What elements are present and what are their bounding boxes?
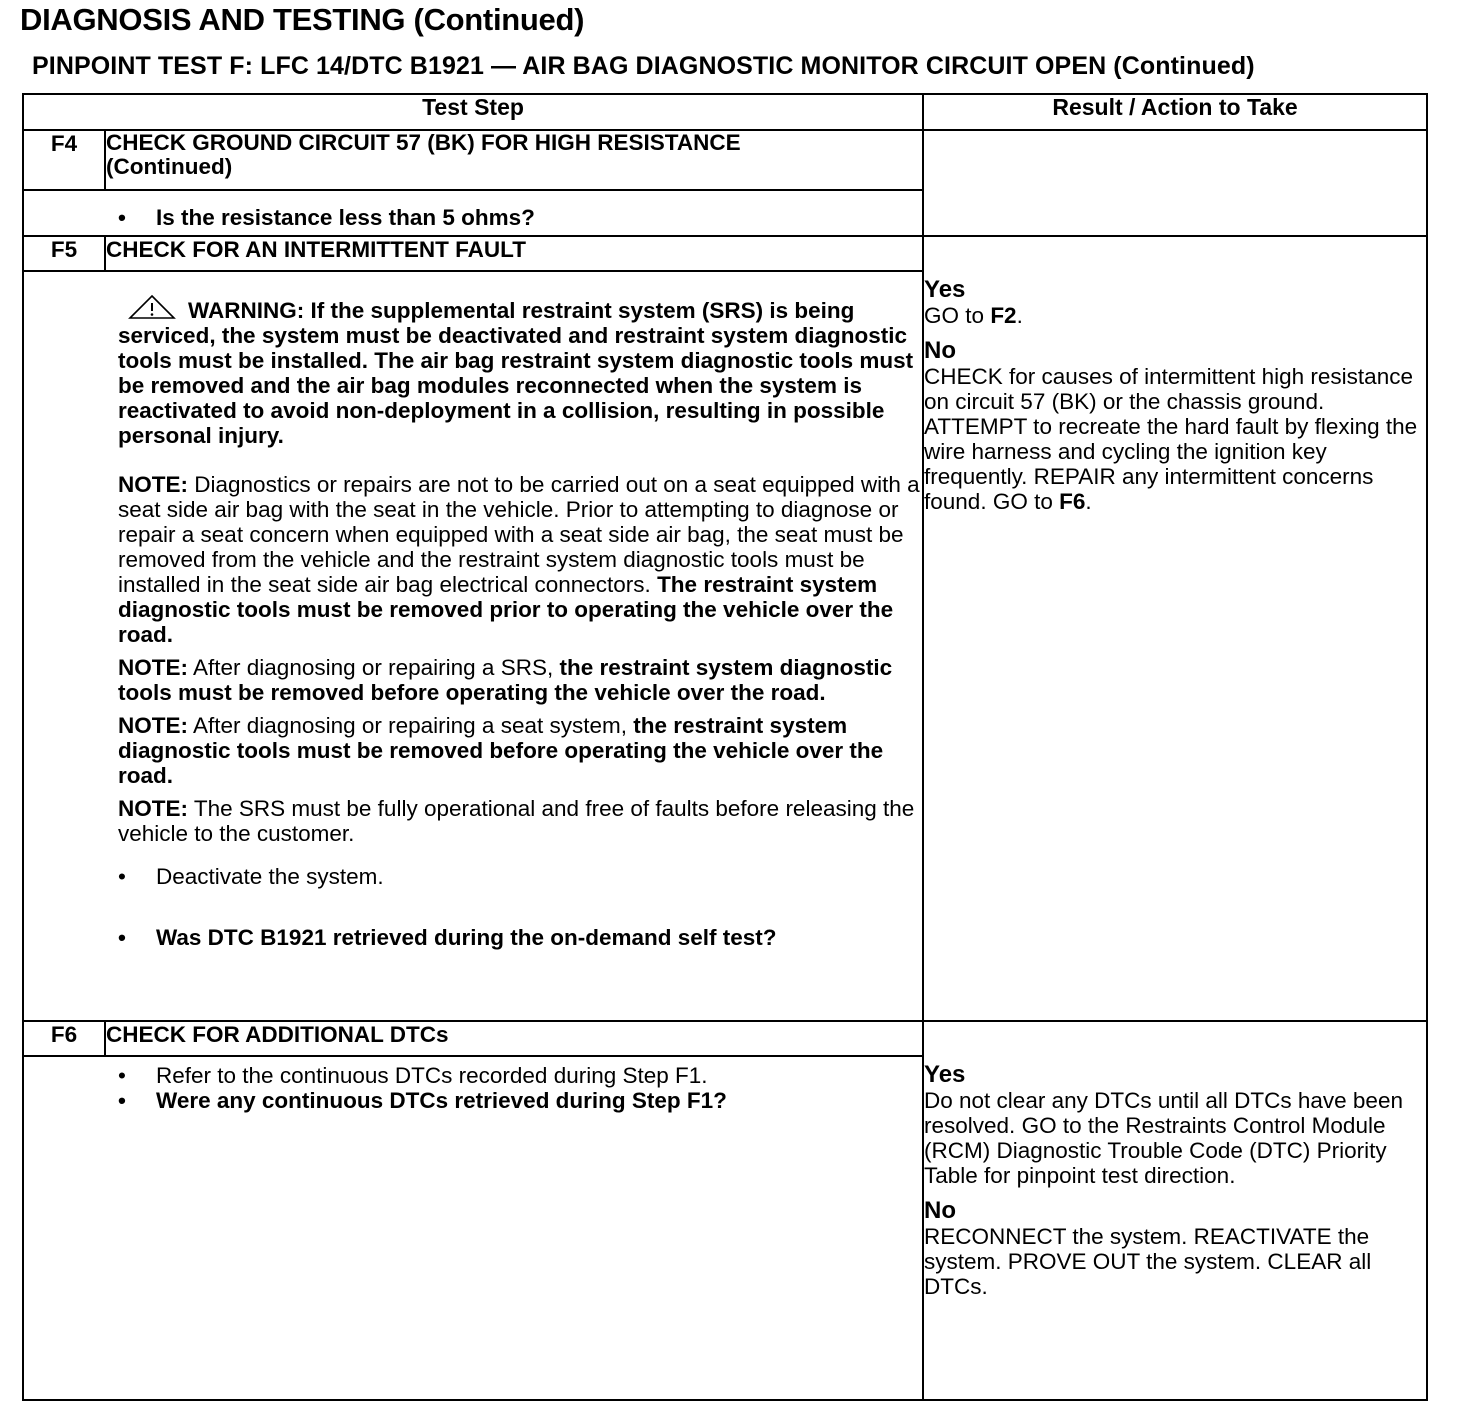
f6-bullet-refer: • Refer to the continuous DTCs recorded during Step F1. (118, 1063, 922, 1088)
f5-note-3: NOTE: After diagnosing or repairing a seat system, the restraint system diagnostic tools must be removed before operating the vehicle over the road. (118, 713, 884, 788)
f6-yes-label: Yes (924, 1061, 966, 1088)
f5-yes-label: Yes (924, 276, 966, 303)
f5-yes-action: GO to F2. (924, 303, 1023, 328)
step-f5-body (23, 271, 923, 1021)
table-header-row (23, 94, 1427, 130)
f5-note-2: NOTE: After diagnosing or repairing a SRS, the restraint system diagnostic tools must be removed before operating the vehicle over the road. (118, 655, 893, 705)
f5-note-1: NOTE: Diagnostics or repairs are not to be carried out on a seat equipped with a seat side air bag with the seat in the vehicle. Prior to attempting to diagnose or repair a seat concern when equipped with a seat side air bag, the seat must be removed from the vehicle and the restraint system diagnostic tools must be installed in the seat side air bag electrical connectors. The restraint system diagnostic tools must be removed prior to operating the vehicle over the road. (118, 472, 920, 647)
step-f5-header-row (23, 236, 1427, 271)
f5-no-action: CHECK for causes of intermittent high resistance on circuit 57 (BK) or the chassis ground. ATTEMPT to recreate the hard fault by flexing the wire harness and cycling the ignition key frequently. REPAIR any intermittent concerns found. GO to F6. (924, 364, 1418, 514)
f5-warning (118, 294, 922, 448)
step-f4-header-row (23, 130, 1427, 190)
f5-bullet-dtc-question: • Was DTC B1921 retrieved during the on-demand self test? (118, 925, 922, 950)
pinpoint-test-table (22, 93, 1428, 1401)
f6-no-label: No (924, 1197, 957, 1224)
step-f4-body (23, 190, 923, 236)
warning-triangle-icon (126, 294, 178, 320)
step-title-f6: CHECK FOR ADDITIONAL DTCs (105, 1021, 923, 1056)
step-f6-header-row (23, 1021, 1427, 1056)
f6-no-action: RECONNECT the system. REACTIVATE the system. PROVE OUT the system. CLEAR all DTCs. (924, 1224, 1372, 1299)
page-title: DIAGNOSIS AND TESTING (Continued) (20, 2, 585, 37)
step-f6-body (23, 1056, 923, 1400)
f4-bullet-resistance-question: • Is the resistance less than 5 ohms? (118, 205, 922, 230)
step-id-f5: F5 (23, 236, 105, 271)
step-f6-result-cell (923, 1021, 1427, 1400)
step-id-f6: F6 (23, 1021, 105, 1056)
f5-bullet-deactivate: • Deactivate the system. (118, 864, 922, 889)
f5-no-step-ref: F6 (1059, 489, 1086, 514)
step-id-f4: F4 (23, 130, 105, 190)
f5-no-label: No (924, 337, 957, 364)
step-title-f5: CHECK FOR AN INTERMITTENT FAULT (105, 236, 923, 271)
page-subtitle: PINPOINT TEST F: LFC 14/DTC B1921 — AIR BAG DIAGNOSTIC MONITOR CIRCUIT OPEN (Continued) (32, 52, 1255, 80)
step-title-f4: CHECK GROUND CIRCUIT 57 (BK) FOR HIGH RESISTANCE (Continued) (105, 130, 923, 190)
f5-warning-text: WARNING: If the supplemental restraint system (SRS) is being serviced, the system must be deactivated and restraint system diagnostic tools must be installed. The air bag restraint system diagnostic tools must be removed and the air bag modules reconnected when the system is reactivated to avoid non-deployment in a collision, resulting in possible personal injury. (118, 298, 914, 448)
header-result-action: Result / Action to Take (923, 94, 1427, 130)
step-f5-result-cell (923, 236, 1427, 1021)
step-f4-result-cell (923, 130, 1427, 236)
header-test-step: Test Step (23, 94, 923, 130)
f6-yes-action: Do not clear any DTCs until all DTCs have been resolved. GO to the Restraints Control Module (RCM) Diagnostic Trouble Code (DTC) Priority Table for pinpoint test direction. (924, 1088, 1403, 1188)
f5-yes-step-ref: F2 (990, 303, 1017, 328)
f5-note-4: NOTE: The SRS must be fully operational and free of faults before releasing the vehicle to the customer. (118, 796, 915, 846)
f6-bullet-continuous-question: • Were any continuous DTCs retrieved during Step F1? (118, 1088, 922, 1113)
